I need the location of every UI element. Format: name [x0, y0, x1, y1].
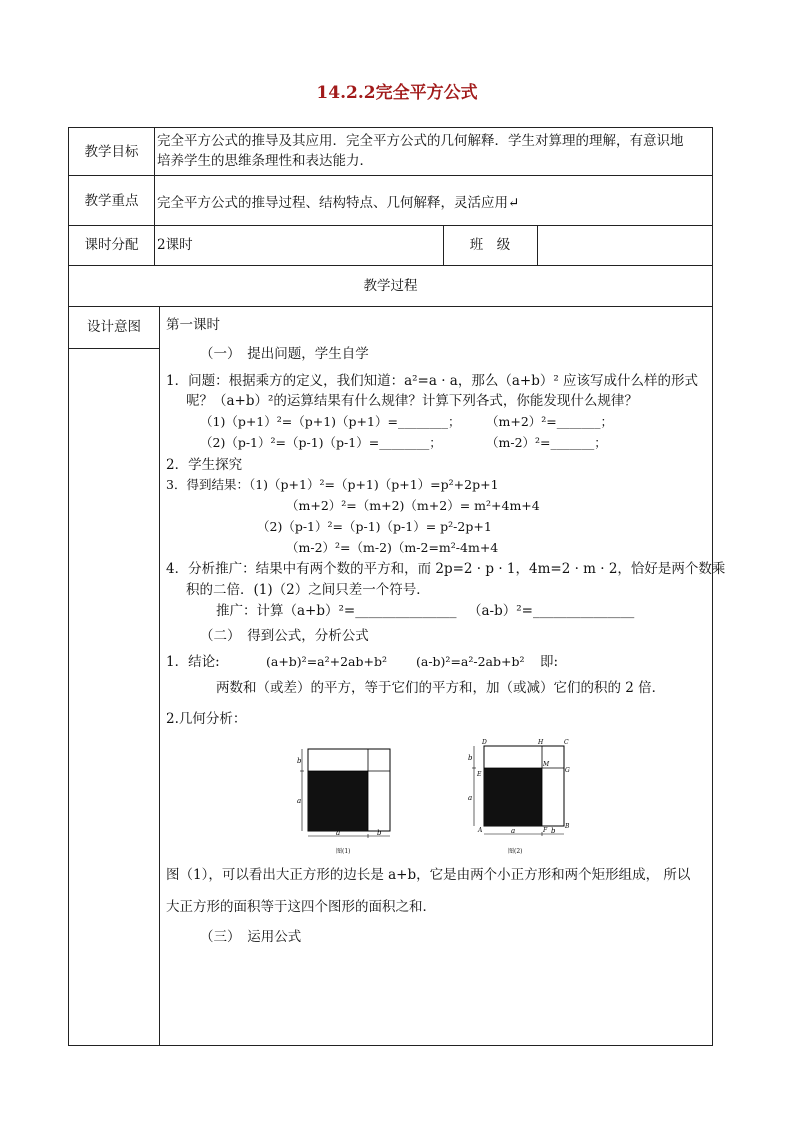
question-1-exercise-2: （m+2）²=_______； [486, 414, 614, 429]
fig2-point-m: M [543, 761, 550, 768]
section-3-heading: （三） 运用公式 [200, 929, 302, 945]
lesson-number: 第一课时 [166, 317, 220, 333]
question-1-exercise-4: （m-2）²=_______； [486, 435, 607, 450]
figure-2-diagram [466, 738, 576, 848]
fig2-label-b-bottom: b [551, 827, 556, 835]
analysis-line-b: 积的二倍．(1)（2）之间只差一个符号． [186, 582, 430, 598]
fig2-label-a-bottom: a [511, 827, 516, 835]
teaching-goal-text: 完全平方公式的推导及其应用．完全平方公式的几何解释．学生对算理的理解，有意识地 培养学生的思维条理性和表达能力． [157, 133, 684, 169]
question-2: 2．学生探究 [166, 457, 243, 473]
label-teaching-focus: 教学重点 [84, 193, 139, 209]
label-class-hours: 课时分配 [84, 237, 139, 253]
class-hours-value: 2课时 [157, 237, 193, 253]
fig2-label-a-left: a [468, 794, 473, 802]
teaching-focus-text: 完全平方公式的推导过程、结构特点、几何解释，灵活应用↵ [157, 195, 520, 211]
label-teaching-goal: 教学目标 [84, 144, 139, 160]
fig2-label-b-left: b [468, 754, 473, 762]
result-line-1: 3．得到结果：（1)（p+1）²=（p+1)（p+1）=p²+2p+1 [166, 477, 499, 492]
formula-sum-square: (a+b)²=a²+2ab+b² [266, 654, 387, 669]
fig2-point-h: H [538, 739, 544, 746]
label-class: 班 级 [469, 237, 511, 253]
fig2-point-b: B [565, 823, 570, 830]
section-1-heading: （一） 提出问题，学生自学 [200, 346, 369, 362]
figure-2-caption: 图(2) [508, 848, 523, 855]
result-line-3: （2)（p-1）²=（p-1)（p-1）= p²-2p+1 [257, 519, 492, 534]
question-1-exercise-1: （1)（p+1）²=（p+1)（p+1）=________； [200, 414, 461, 429]
generalize-2: （a-b）²=_______________ [468, 603, 635, 619]
fig2-point-c: C [564, 739, 569, 746]
figure-1-diagram [296, 743, 406, 853]
result-line-4: （m-2）²=（m-2)（m-2=m²-4m+4 [286, 540, 499, 555]
analysis-line-a: 4．分析推广：结果中有两个数的平方和，而 2p=2 · p · 1，4m=2 · m · 2，恰好是两个数乘 [166, 561, 726, 577]
conclusion-text: 两数和（或差）的平方，等于它们的平方和，加（或减）它们的积的 2 倍． [216, 680, 666, 696]
conclusion-label: 1．结论: [166, 654, 220, 670]
fig2-point-d: D [482, 739, 487, 746]
label-design-intent: 设计意图 [87, 319, 141, 335]
section-2-heading: （二） 得到公式，分析公式 [200, 628, 369, 644]
question-1-line-b: 呢？（a+b）²的运算结果有什么规律？计算下列各式，你能发现什么规律？ [186, 393, 638, 409]
fig2-point-f: F [543, 827, 548, 834]
formula-diff-square: (a-b)²=a²-2ab+b² [416, 654, 525, 669]
geometry-text-line-1: 图（1），可以看出大正方形的边长是 a+b，它是由两个小正方形和两个矩形组成， 所以 [166, 867, 691, 883]
fig1-label-a-left: a [297, 797, 302, 805]
fig2-point-g: G [565, 767, 570, 774]
geometry-heading: 2.几何分析： [166, 711, 247, 727]
teaching-process-header: 教学过程 [363, 278, 418, 294]
fig1-label-a-bottom: a [336, 829, 341, 837]
conclusion-ji: 即: [540, 654, 559, 670]
question-1-exercise-3: （2)（p-1）²=（p-1)（p-1）=________； [200, 435, 442, 450]
fig2-point-a: A [478, 827, 483, 834]
fig1-label-b-bottom: b [377, 829, 382, 837]
figure-1-caption: 图(1) [336, 848, 351, 855]
generalize-1: 推广：计算（a+b）²=_______________ [216, 603, 457, 619]
fig1-label-b-left: b [297, 757, 302, 765]
question-1-line-a: 1．问题：根据乘方的定义，我们知道：a²=a · a，那么（a+b）² 应该写成什么样的形式 [166, 373, 699, 389]
result-line-2: （m+2）²=（m+2)（m+2）= m²+4m+4 [286, 498, 540, 513]
page-title: 14.2.2完全平方公式 [316, 83, 478, 103]
geometry-text-line-2: 大正方形的面积等于这四个图形的面积之和． [166, 899, 436, 915]
fig2-point-e: E [477, 771, 482, 778]
